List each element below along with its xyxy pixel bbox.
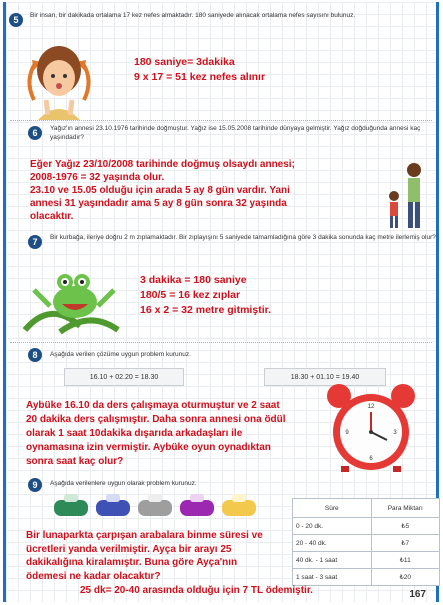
price-cell: ₺11 bbox=[371, 552, 440, 569]
answer-line: ödemesi ne kadar olacaktır? bbox=[26, 570, 161, 582]
answer-line: Aybüke 16.10 da ders çalışmaya oturmuştur ve 2 saat bbox=[26, 400, 280, 411]
price-cell: ₺7 bbox=[371, 535, 440, 552]
question-8-text: Aşağıda verilen çözüme uygun problem kurunuz. bbox=[50, 351, 191, 358]
answer-line: 2008-1976 = 32 yaşında olur. bbox=[30, 172, 165, 183]
frog-illustration bbox=[20, 260, 122, 340]
workbook-page bbox=[3, 2, 439, 602]
question-7-number: 7 bbox=[28, 235, 42, 249]
answer-line: 180 saniye= 3dakika bbox=[134, 56, 235, 68]
answer-line: annesi 31 yaşındadır ama 5 ay 8 gün sonra 32 yaşında bbox=[30, 198, 287, 209]
question-9-final-answer: 25 dk= 20-40 arasında olduğu için 7 TL ödemiştir. bbox=[80, 585, 313, 596]
bumper-cars-illustration bbox=[50, 490, 276, 522]
svg-text:6: 6 bbox=[369, 456, 373, 462]
answer-line: 180/5 = 16 kez zıplar bbox=[140, 289, 241, 301]
page-number: 167 bbox=[409, 589, 426, 600]
svg-text:3: 3 bbox=[393, 430, 397, 436]
question-9-number: 9 bbox=[28, 478, 42, 492]
answer-line: ücretleri yanda verilmiştir. Ayça bir arayı 25 bbox=[26, 543, 232, 555]
answer-line: olacaktır. bbox=[30, 211, 74, 222]
equation-box-1: 16.10 + 02.20 = 18.30 bbox=[64, 368, 184, 386]
answer-line: olarak 1 saat 10dakika dışarıda arkadaşları ile bbox=[26, 428, 243, 439]
duration-cell: 0 - 20 dk. bbox=[293, 518, 372, 535]
svg-text:9: 9 bbox=[345, 430, 349, 436]
price-cell: ₺5 bbox=[371, 518, 440, 535]
alarm-clock-illustration bbox=[323, 382, 419, 474]
question-5-text: Bir insan, bir dakikada ortalama 17 kez nefes almaktadır. 180 saniyede alınacak ortalama nefes sayısını bulunuz. bbox=[30, 12, 356, 19]
answer-line: sonra saat kaç olur? bbox=[26, 456, 124, 467]
table-row bbox=[293, 535, 440, 552]
price-table bbox=[292, 498, 440, 586]
question-9-text: Aşağıda verilenlere uygun olarak problem kurunuz. bbox=[50, 480, 197, 487]
question-5-number: 5 bbox=[9, 13, 23, 27]
answer-line: oynamasına izin vermiştir. Aybüke oyun oynadıktan bbox=[26, 442, 271, 453]
question-8-answer bbox=[26, 399, 286, 469]
duration-cell: 1 saat - 3 saat bbox=[293, 569, 372, 586]
answer-line: Eğer Yağız 23/10/2008 tarihinde doğmuş olsaydı annesi; bbox=[30, 159, 295, 170]
answer-line: 16 x 2 = 32 metre gitmiştir. bbox=[140, 304, 272, 316]
mother-child-illustration bbox=[384, 160, 434, 232]
breathing-girl-illustration bbox=[14, 40, 104, 120]
question-8-number: 8 bbox=[28, 348, 42, 362]
answer-line: dakikalığına kiralamıştır. Buna göre Ayça'nın bbox=[26, 557, 238, 568]
table-row bbox=[293, 569, 440, 586]
duration-cell: 40 dk. - 1 saat bbox=[293, 552, 372, 569]
question-7-text: Bir kurbağa, ileriye doğru 2 m zıplamaktadır. Bir zıplayışını 5 saniyede tamamladığına göre 3 dakika sonunda kaç metre ilerlemiş olur? bbox=[50, 234, 436, 241]
price-cell: ₺20 bbox=[371, 569, 440, 586]
table-header-duration: Süre bbox=[293, 499, 372, 518]
table-header-price: Para Miktarı bbox=[371, 499, 440, 518]
question-6-text: Yağız'ın annesi 23.10.1976 tarihinde doğmuştur. Yağız ise 15.05.2008 tarihinde dünyaya gelmiştir. Yağız doğduğunda annesi kaç yaşındadır? bbox=[50, 125, 421, 141]
table-row bbox=[293, 518, 440, 535]
table-row bbox=[293, 552, 440, 569]
duration-cell: 20 - 40 dk. bbox=[293, 535, 372, 552]
separator bbox=[10, 342, 432, 343]
separator bbox=[10, 120, 432, 121]
answer-line: 23.10 ve 15.05 olduğu için arada 5 ay 8 gün vardır. Yani bbox=[30, 185, 290, 196]
answer-line: Bir lunaparkta çarpışan arabalara binme süresi ve bbox=[26, 530, 263, 541]
question-7-answer bbox=[140, 273, 271, 318]
question-9-answer bbox=[26, 529, 263, 583]
question-5-answer bbox=[134, 55, 265, 85]
answer-line: 3 dakika = 180 saniye bbox=[140, 274, 247, 286]
question-6-answer bbox=[30, 158, 295, 223]
question-6-number: 6 bbox=[28, 126, 42, 140]
answer-line: 20 dakika ders çalışmıştır. Daha sonra annesi ona ödül bbox=[26, 414, 286, 425]
svg-text:12: 12 bbox=[367, 404, 375, 410]
equation-box-2: 18.30 + 01.10 = 19.40 bbox=[264, 368, 386, 386]
answer-line: 9 x 17 = 51 kez nefes alınır bbox=[134, 71, 266, 83]
